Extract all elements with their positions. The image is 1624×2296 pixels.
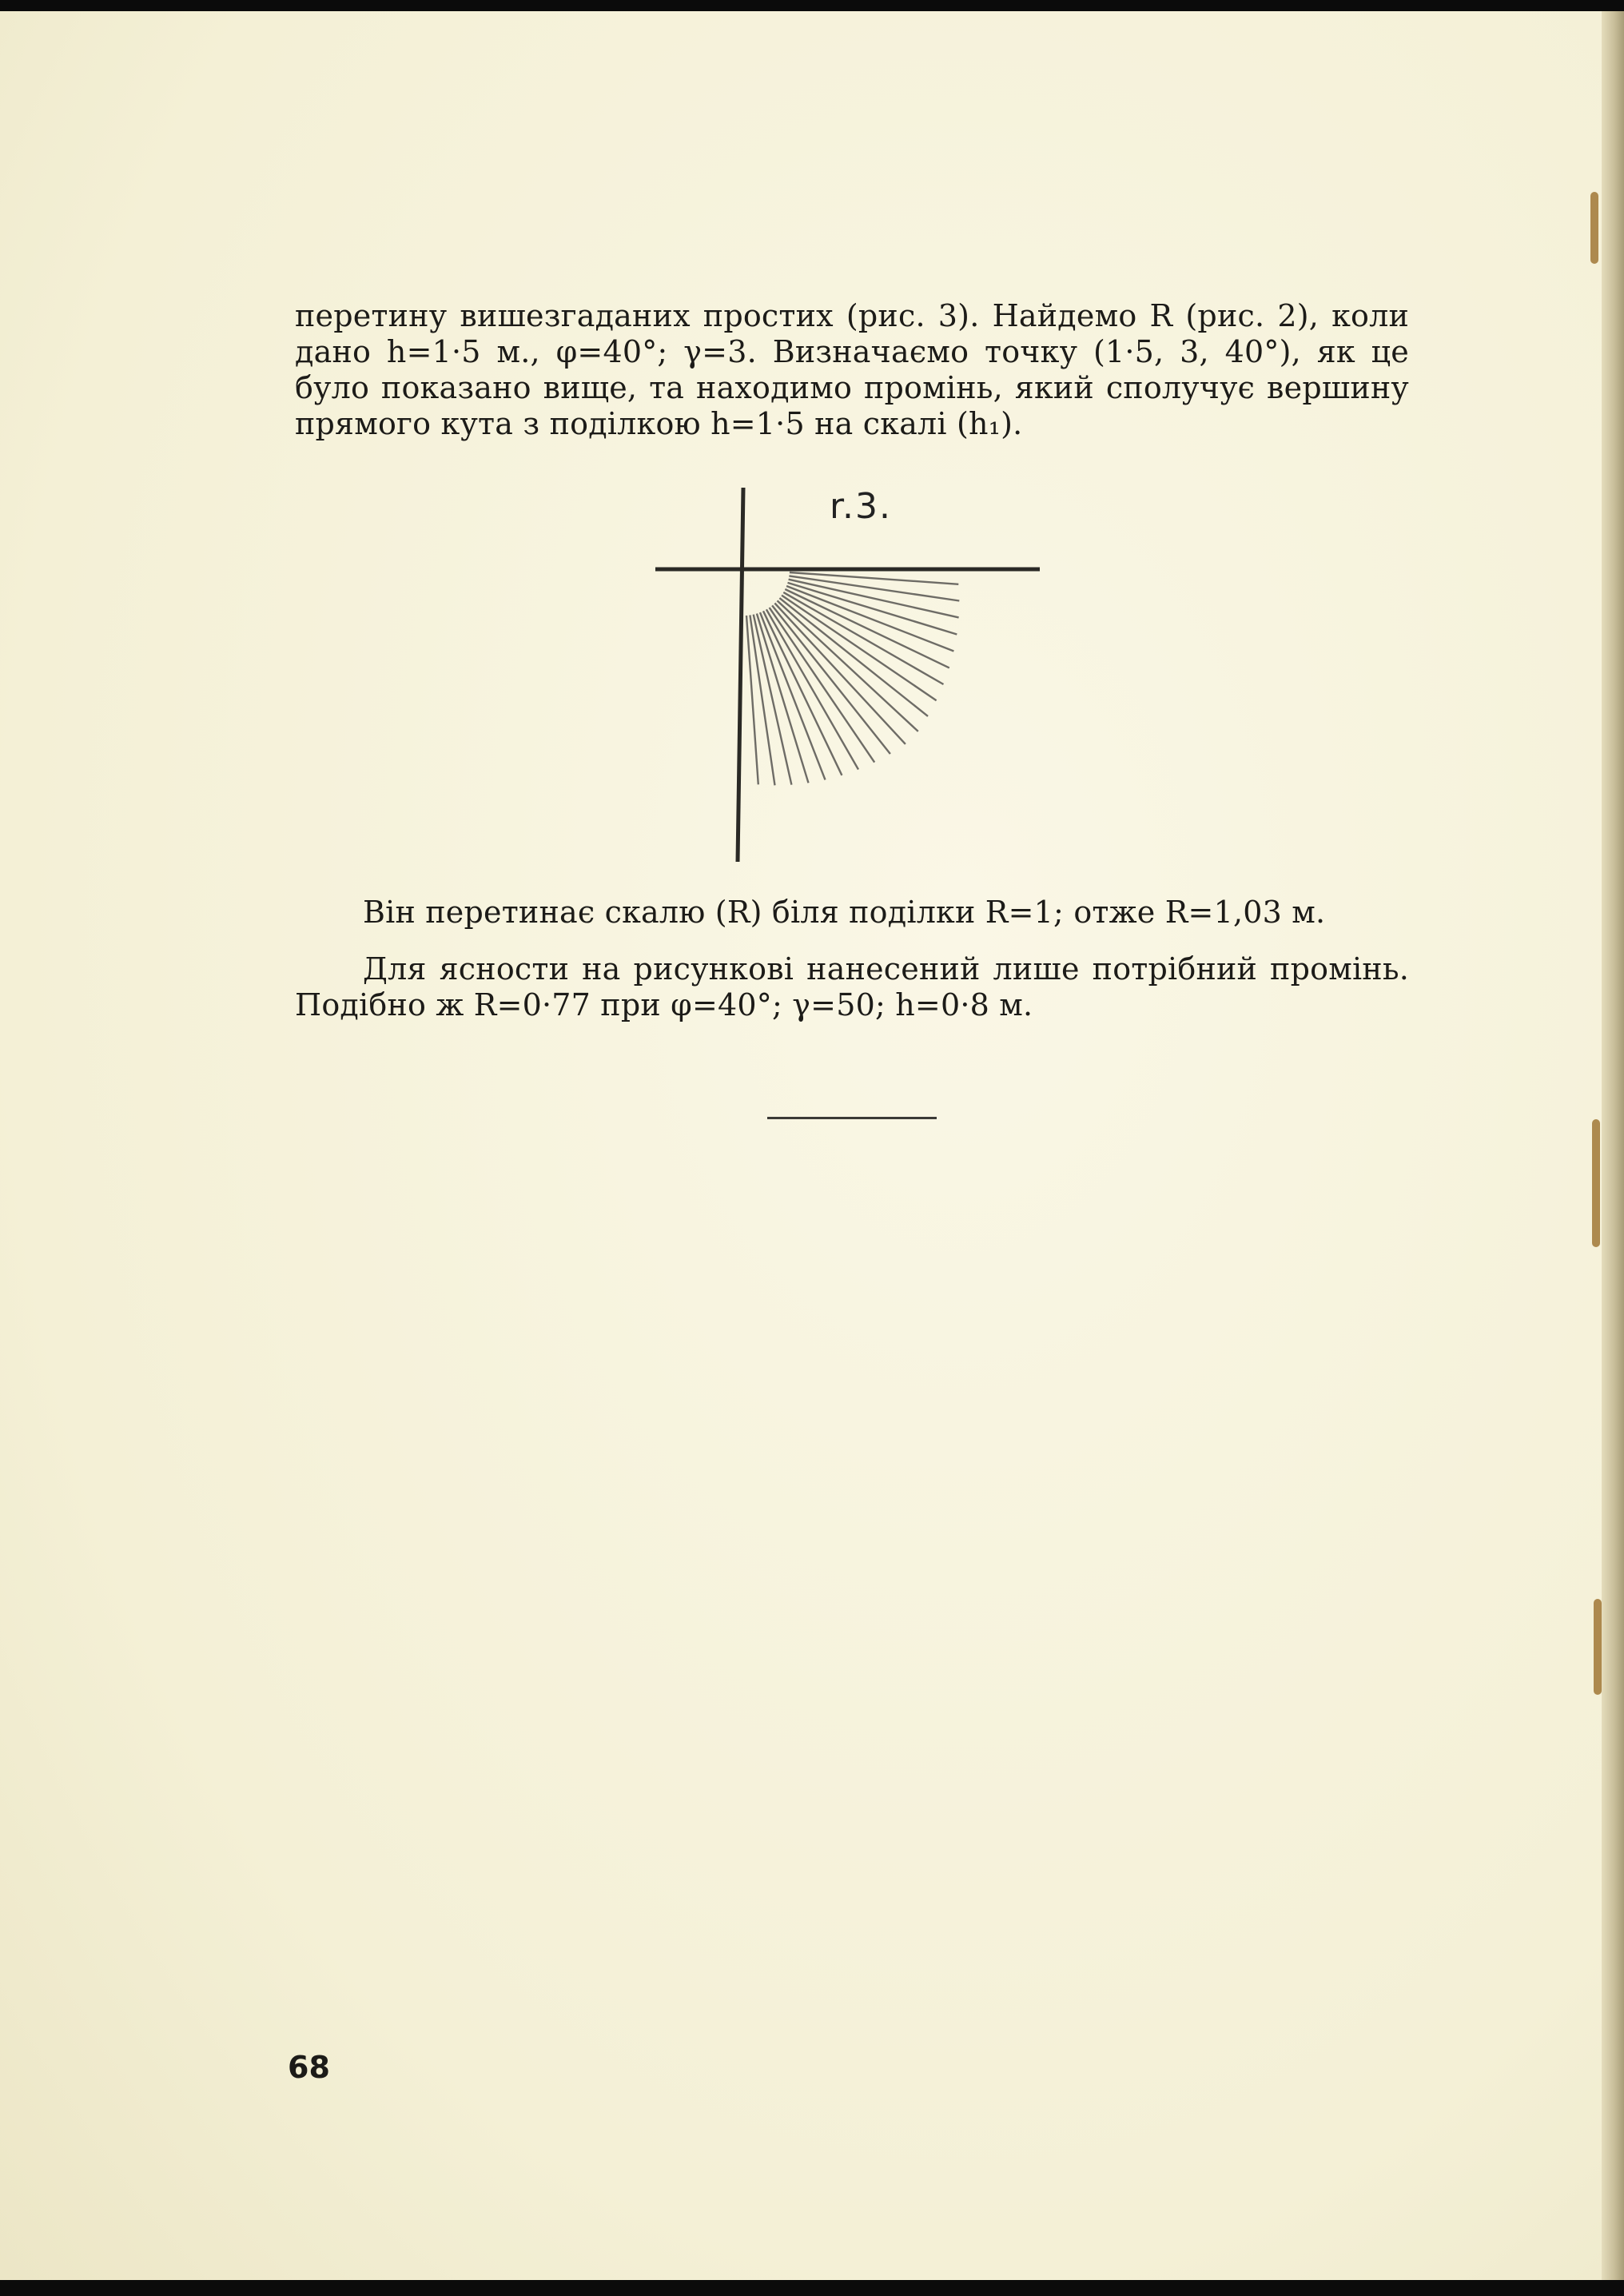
edge-stain (1592, 1119, 1600, 1247)
vertical-axis (738, 488, 743, 862)
section-divider (767, 1117, 937, 1119)
ray-group (746, 572, 959, 785)
paragraph-2: Він перетинає скалю (R) біля поділки R=1; отже R=1,03 м. (363, 895, 1326, 930)
paragraph-1: перетину вишезгаданих простих (рис. 3). Найдемо R (рис. 2), коли дано h=1·5 м., φ=40°; γ=3. Визначаємо точку (1·5, 3, 40°), як це було показано вище, та находимо промінь, який сполучує вершину прямого кута з поділкою h=1·5 на скалі (h₁). (295, 298, 1409, 441)
edge-stain (1590, 192, 1598, 264)
ray-line (763, 611, 842, 775)
ray-line (754, 615, 792, 785)
page-number: 68 (288, 2050, 330, 2085)
ray-line (746, 616, 758, 784)
ray-line (779, 598, 928, 716)
paragraph-3: Для ясности на рисункові нанесений лише потрібний промінь. Подібно ж R=0·77 при φ=40°; γ=50; h=0·8 м. (295, 951, 1409, 1022)
figure-label: r.3. (830, 486, 893, 527)
ray-line (785, 589, 949, 668)
edge-stain (1594, 1599, 1602, 1695)
ray-line (790, 572, 958, 584)
figure-ray-fan (651, 480, 1051, 863)
ray-line (789, 580, 959, 618)
ray-line (772, 605, 890, 754)
